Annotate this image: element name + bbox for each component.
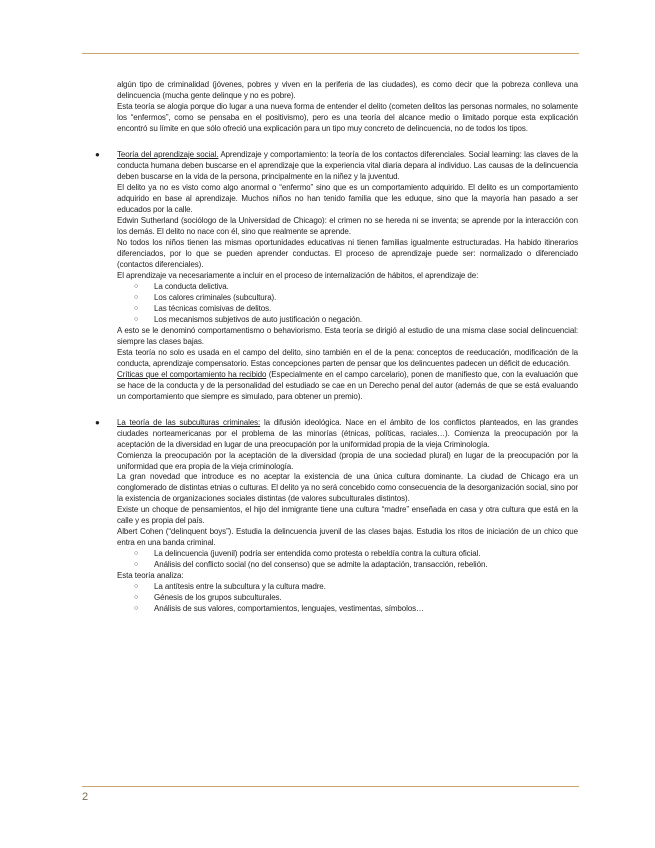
sublist — [117, 549, 578, 571]
section-intro — [117, 418, 578, 451]
paragraph: La gran novedad que introduce es no aceptar la existencia de una única cultura dominante. La ciudad de Chicago era un conglomerado de distintas etnias o culturas. El delito ya no será concebido como consecuencia de la desorganización social, sino por la existencia de organizaciones sociales distintas (de valores subculturales distintos). — [117, 472, 578, 504]
section-intro-text: Aprendizaje y comportamiento: la teoría de los contactos diferenciales. Social learning: las claves de la conducta humana deben buscarse en el aprendizaje que la experiencia vital diaria depara al individuo. Las causas de la delincuencia deben buscarse en la vida de la persona, principalmente en la niñez y la juventud. — [117, 149, 579, 181]
paragraph: Existe un choque de pensamientos, el hijo del inmigrante tiene una cultura “madre” enseñada en casa y otra cultura que está en la calle y es propia del país. — [117, 505, 578, 526]
list-item: ○ Génesis de los grupos subculturales. — [134, 593, 282, 603]
section-subculturas — [95, 417, 578, 616]
list-item: ○ Los calores criminales (subcultura). — [134, 292, 277, 302]
page-number: 2 — [82, 791, 89, 803]
section-aprendizaje-social — [95, 149, 579, 403]
paragraph: A esto se le denominó comportamentismo o behaviorismo. Esta teoría se dirigió al estudio de una misma clase social delincuencial: siempre las clases bajas. — [117, 325, 578, 346]
section-intro-text: la difusión ideológica. Nace en el ámbito de los conflictos planteados, en las grandes ciudades norteamericanas por el problema de las minorías (étnicas, políticas, raciales…). Comienza la preocupación por la aceptación de la diversidad en lugar de una preocupación por la uniformidad propia de la vieja Criminología. — [117, 417, 578, 449]
sublist — [117, 582, 578, 615]
paragraph: algún tipo de criminalidad (jóvenes, pobres y viven en la periferia de las ciudades), es como decir que la pobreza conlleva una delincuencia (mucha gente delinque y no es pobre). — [117, 80, 578, 100]
paragraph: Esta teoría analiza: — [117, 571, 184, 581]
criticas-paragraph: Críticas que el comportamiento ha recibido (Especialmente en el campo carcelario), ponen de manifiesto que, con la evaluación que se hace de la conducta y de la personalidad del estudiado se cae en un Derecho penal del autor (además de que se está evaluando un comportamiento que siempre es simulado, para obtener un premio). — [117, 369, 579, 401]
paragraph: Comienza la preocupación por la aceptación de la diversidad (propia de una sociedad plural) en lugar de la preocupación por la uniformidad que era propia de la vieja criminología. — [117, 450, 578, 471]
paragraph: El aprendizaje va necesariamente a incluir en el proceso de internalización de hábitos, el aprendizaje de: — [117, 270, 479, 280]
list-item: ○ La conducta delictiva. — [134, 281, 229, 291]
paragraph: No todos los niños tienen las mismas oportunidades educativas ni tienen familias igualmente estructuradas. Ha habido itinerarios diferenciados, por lo que se pueden aprender conductas. El proceso de aprendizaje puede ser: normalizado o diferenciado (contactos diferenciales). — [117, 237, 578, 269]
footer-rule — [82, 786, 579, 787]
sublist — [117, 282, 578, 326]
section-intro — [117, 150, 578, 183]
header-rule — [82, 53, 579, 54]
circle-bullet-icon: ○ — [134, 304, 139, 312]
list-item: ○ Las técnicas comisivas de delitos. — [134, 303, 272, 313]
bullet-icon: ● — [95, 417, 100, 427]
list-item: ○ Los mecanismos subjetivos de auto justificación o negación. — [134, 314, 362, 324]
section-title: Teoría del aprendizaje social. — [117, 149, 219, 159]
paragraph: Esta teoría se alogia porque dio lugar a una nueva forma de entender el delito (cometen delitos las personas normales, no solamente los “enfermos”, como se pensaba en el positivismo), pero es una teoría del alcance medio o limitado porque esta explicación encontró su límite en que sólo ofreció una explicación para un tipo muy concreto de delincuencia, no de todos los tipos. — [117, 101, 578, 133]
list-item: ○ La delincuencia (juvenil) podría ser entendida como protesta o rebeldía contra la cultura oficial. — [134, 549, 481, 559]
circle-bullet-icon: ○ — [134, 561, 139, 569]
list-item: ○ La antítesis entre la subcultura y la cultura madre. — [134, 582, 326, 592]
circle-bullet-icon: ○ — [134, 550, 139, 558]
paragraph: El delito ya no es visto como algo anormal o “enfermo” sino que es un comportamiento adquirido. El delito es un comportamiento adquirido en base al aprendizaje. Muchos niños no han tenido familia que les eduque, sino que la mayoría han pasado a ser educados por la calle. — [117, 182, 578, 214]
page-content — [95, 80, 579, 615]
circle-bullet-icon: ○ — [134, 583, 139, 591]
paragraph: Edwin Sutherland (sociólogo de la Universidad de Chicago): el crimen no se hereda ni se inventa; se aprende por la interacción con los demás. El delito no nace con él, sino que realmente se aprende. — [117, 215, 578, 236]
circle-bullet-icon: ○ — [134, 605, 139, 613]
circle-bullet-icon: ○ — [134, 293, 139, 301]
list-item: ○ Análisis de sus valores, comportamientos, lenguajes, vestimentas, símbolos… — [134, 604, 424, 614]
circle-bullet-icon: ○ — [134, 594, 139, 602]
circle-bullet-icon: ○ — [134, 282, 139, 290]
circle-bullet-icon: ○ — [134, 315, 139, 323]
criticas-title: Críticas que el comportamiento ha recibido — [117, 369, 267, 379]
paragraph: Albert Cohen (“delinquent boys”). Estudia la delincuencia juvenil de las clases bajas. Estudia los ritos de iniciación de un chico que entra en una banda criminal. — [117, 527, 578, 548]
section-title: La teoría de las subculturas criminales: — [117, 417, 261, 427]
list-item: ○ Análisis del conflicto social (no del consenso) que se admite la adaptación, transacción, rebelión. — [134, 560, 488, 570]
bullet-icon: ● — [95, 149, 100, 159]
paragraph: Esta teoría no solo es usada en el campo del delito, sino también en el de la pena: conceptos de reeducación, modificación de la conducta, aprendizaje compensatorio. Estas concepciones parten de pensar que los delincuentes padecen un déficit de educación. — [117, 347, 578, 368]
